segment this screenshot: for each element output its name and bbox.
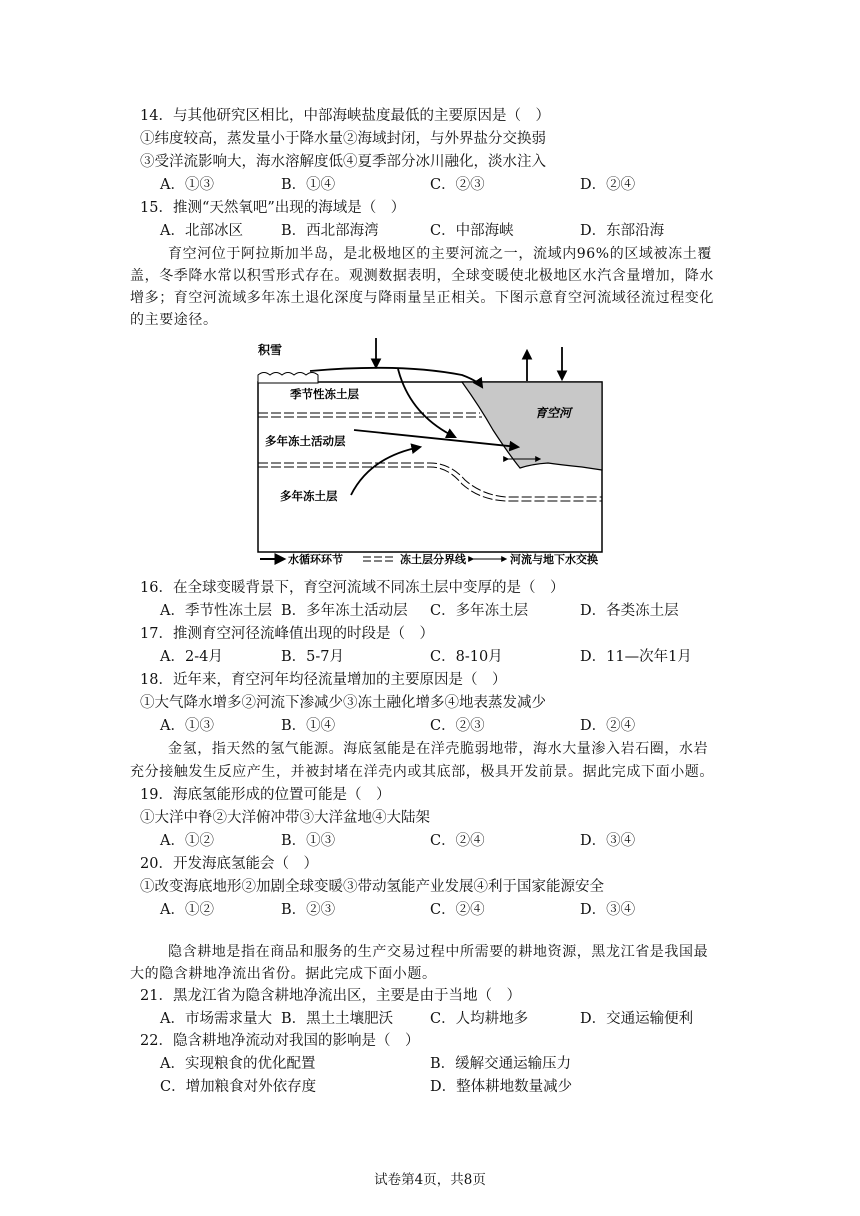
q17-stem: 17．推测育空河径流峰值出现的时段是（ ）: [140, 626, 434, 642]
q19-option-a: A．①②: [160, 833, 214, 849]
q20-option-d: D．③④: [580, 902, 636, 918]
q19-statements: ①大洋中脊②大洋俯冲带③大洋盆地④大陆架: [140, 810, 430, 826]
q14-option-c: C．②③: [430, 177, 485, 193]
q14-option-b: B．①④: [281, 177, 336, 193]
q21-option-b: B．黑土土壤肥沃: [281, 1011, 394, 1027]
legend-cycle-label: 水循环环节: [288, 553, 343, 566]
q19-option-b: B．①③: [281, 833, 336, 849]
q19-option-d: D．③④: [580, 833, 636, 849]
legend-exchange-label: 河流与地下水交换: [510, 553, 598, 566]
q20-option-a: A．①②: [160, 902, 214, 918]
infiltration-arrow: [398, 369, 455, 437]
q22-option-d: D．整体耕地数量减少: [430, 1079, 573, 1095]
interflow-arrow: [354, 430, 518, 447]
passage1-line-4: 的主要途径。: [130, 312, 218, 328]
passage3-line-2: 大的隐含耕地净流出省份。据此完成下面小题。: [130, 966, 437, 982]
q21-option-a: A．市场需求量大: [160, 1011, 272, 1027]
q16-option-b: B．多年冻土活动层: [281, 603, 408, 619]
q17-option-d: D．11—次年1月: [580, 649, 692, 665]
q18-stem: 18．近年来，育空河年均径流量增加的主要原因是（ ）: [140, 672, 507, 688]
q22-option-b: B．缓解交通运输压力: [430, 1056, 572, 1072]
surface-runoff-arrow: [310, 368, 482, 387]
passage2-line-1: 金氢，指天然的氢气能源。海底氢能是在洋壳脆弱地带，海水大量渗入岩石圈，水岩: [168, 741, 709, 757]
q19-option-c: C．②④: [430, 833, 485, 849]
passage1-line-3: 增多；育空河流域多年冻土退化深度与降雨量呈正相关。下图示意育空河流域径流过程变化: [130, 290, 714, 306]
q18-option-a: A．①③: [160, 718, 214, 734]
yukon-river-shape: [462, 382, 602, 470]
q20-stem: 20．开发海底氢能会（ ）: [140, 856, 318, 872]
q18-option-d: D．②④: [580, 718, 636, 734]
q18-option-c: C．②③: [430, 718, 485, 734]
legend-boundary-label: 冻土层分界线: [400, 553, 466, 566]
q20-option-b: B．②③: [281, 902, 336, 918]
q16-option-a: A．季节性冻土层: [160, 603, 272, 619]
q17-option-a: A．2-4月: [160, 649, 223, 665]
passage1-line-2: 盖，冬季降水常以积雪形式存在。观测数据表明，全球变暖使北极地区水汽含量增加，降水: [130, 268, 714, 284]
q17-option-b: B．5-7月: [281, 649, 345, 665]
q21-option-c: C．人均耕地多: [430, 1011, 529, 1027]
q14-option-d: D．②④: [580, 177, 636, 193]
q18-option-b: B．①④: [281, 718, 336, 734]
passage1-line-1: 育空河位于阿拉斯加半岛，是北极地区的主要河流之一，流域内96%的区域被冻土覆: [168, 246, 712, 262]
river-label: 育空河: [535, 406, 572, 420]
q18-statements: ①大气降水增多②河流下渗减少③冻土融化增多④地表蒸发减少: [140, 695, 546, 711]
permafrost-layer-label: 多年冻土层: [280, 489, 338, 503]
passage2-line-2: 充分接触发生反应产生，并被封堵在洋壳内或其底部，极具开发前景。据此完成下面小题。: [130, 764, 714, 780]
yukon-runoff-diagram: [250, 335, 610, 571]
q14-statements-1: ①纬度较高，蒸发量小于降水量②海域封闭，与外界盐分交换弱: [140, 131, 546, 147]
q20-option-c: C．②④: [430, 902, 485, 918]
q17-option-c: C．8-10月: [430, 649, 503, 665]
q20-statements: ①改变海底地形②加剧全球变暖③带动氢能产业发展④利于国家能源安全: [140, 879, 604, 895]
snow-label: 积雪: [258, 343, 283, 357]
page-footer: 试卷第4页，共8页: [374, 1172, 486, 1188]
q14-statements-2: ③受洋流影响大，海水溶解度低④夏季部分冰川融化，淡水注入: [140, 154, 546, 170]
q22-option-c: C．增加粮食对外依存度: [160, 1079, 317, 1095]
q21-stem: 21．黑龙江省为隐含耕地净流出区，主要是由于当地（ ）: [140, 988, 521, 1004]
q16-stem: 16．在全球变暖背景下，育空河流域不同冻土层中变厚的是（ ）: [140, 580, 565, 596]
q22-stem: 22．隐含耕地净流动对我国的影响是（ ）: [140, 1033, 420, 1049]
passage3-line-1: 隐含耕地是指在商品和服务的生产交易过程中所需要的耕地资源，黑龙江省是我国最: [168, 944, 709, 960]
q14-option-a: A．①③: [160, 177, 214, 193]
permafrost-active-layer-label: 多年冻土活动层: [265, 434, 346, 448]
q15-option-a: A．北部冰区: [160, 223, 243, 239]
q14-stem: 14．与其他研究区相比，中部海峡盐度最低的主要原因是（ ）: [140, 108, 550, 124]
q19-stem: 19．海底氢能形成的位置可能是（ ）: [140, 787, 391, 803]
q15-option-b: B．西北部海湾: [281, 223, 379, 239]
q15-option-d: D．东部沿海: [580, 223, 665, 239]
q22-option-a: A．实现粮食的优化配置: [160, 1056, 316, 1072]
permafrost-groundwater-arrow: [351, 447, 420, 495]
q15-option-c: C．中部海峡: [430, 223, 514, 239]
q21-option-d: D．交通运输便利: [580, 1011, 694, 1027]
q16-option-c: C．多年冻土层: [430, 603, 529, 619]
snow-cover-shape: [258, 373, 318, 384]
seasonal-frozen-layer-label: 季节性冻土层: [290, 387, 359, 401]
q16-option-d: D．各类冻土层: [580, 603, 679, 619]
q15-stem: 15．推测“天然氧吧”出现的海域是（ ）: [140, 200, 406, 216]
